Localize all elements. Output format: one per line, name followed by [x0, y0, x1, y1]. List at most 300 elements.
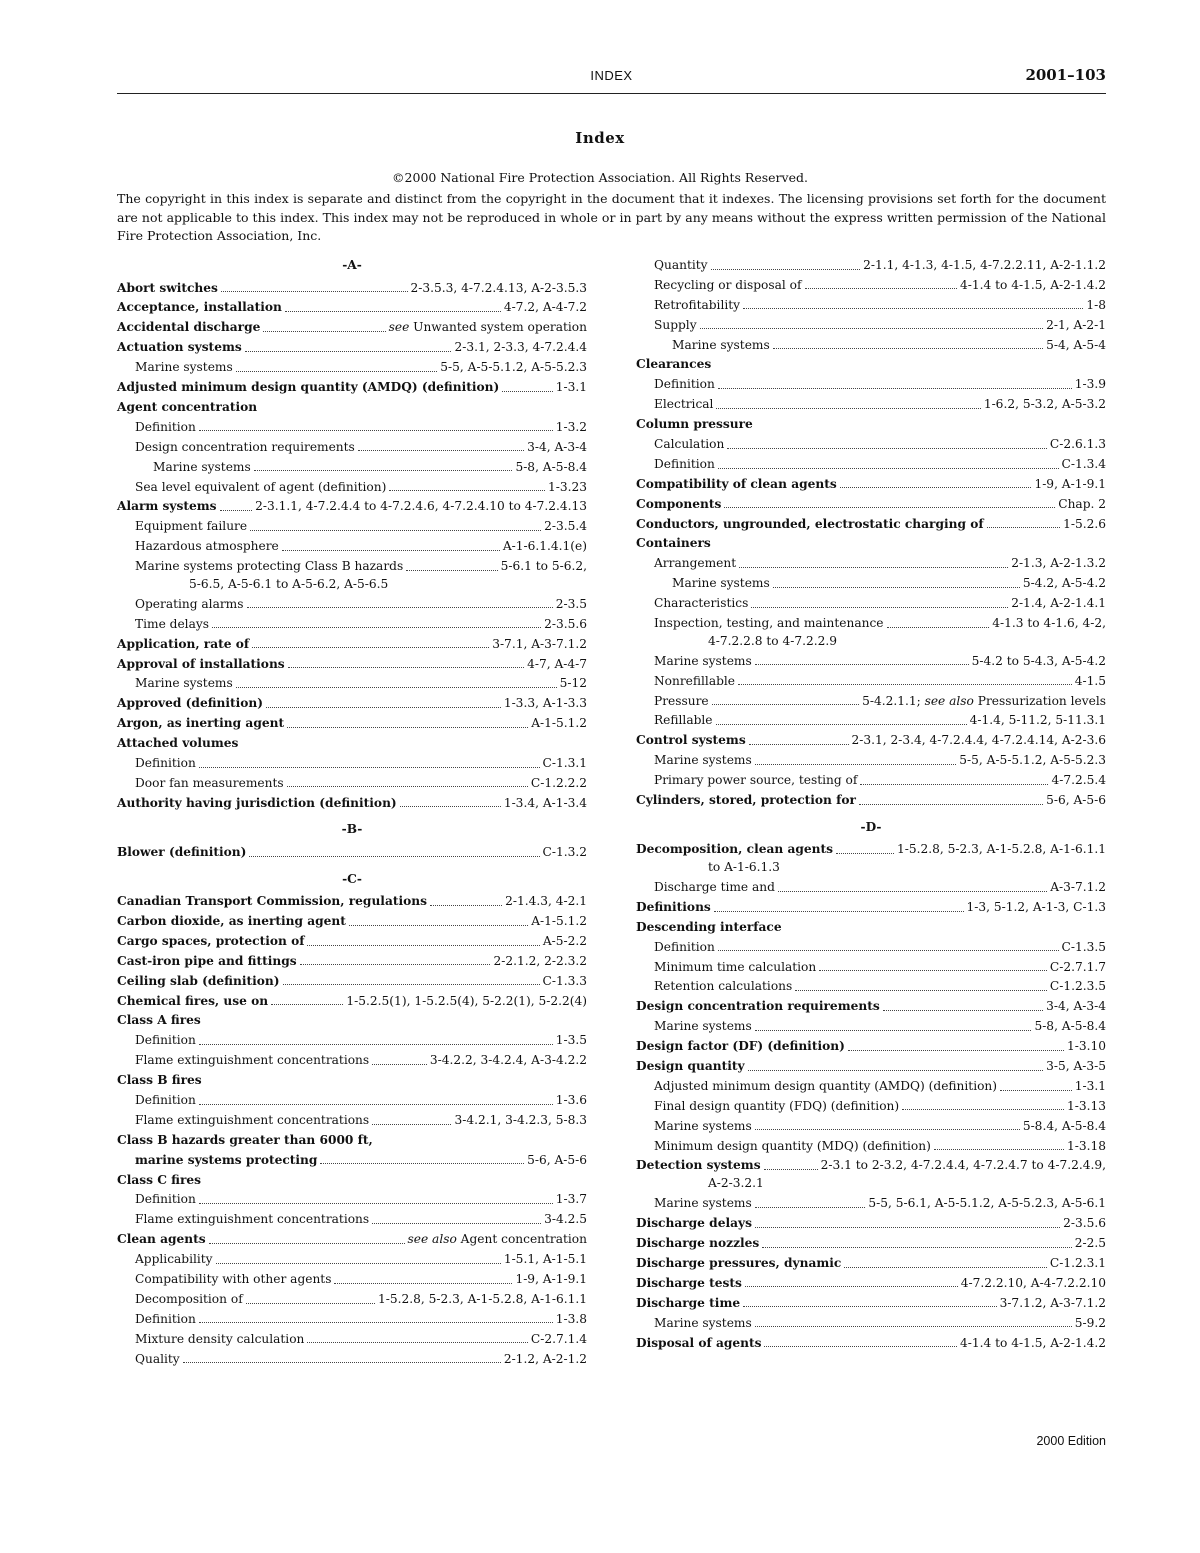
entry-term: Definition: [654, 377, 715, 392]
dot-leader: [199, 1203, 553, 1204]
entry-term: Application, rate of: [117, 636, 250, 651]
entry-reference: 3-7.1.2, A-3-7.1.2: [999, 1295, 1106, 1310]
index-entry: [636, 1138, 1106, 1155]
index-heading: Attached volumes: [117, 736, 239, 751]
dot-leader: [285, 311, 501, 312]
index-entry: [117, 844, 587, 861]
dot-leader: [778, 891, 1047, 892]
entry-reference: 1-3.1: [555, 380, 587, 395]
entry-term: Marine systems: [654, 1019, 752, 1034]
entry-term: Cargo spaces, protection of: [117, 933, 305, 948]
index-entry: [117, 498, 587, 515]
entry-term: Refillable: [654, 713, 713, 728]
dot-leader: [400, 806, 501, 807]
index-entry: [636, 899, 1106, 916]
entry-term: Final design quantity (FDQ) (definition): [654, 1098, 900, 1113]
dot-leader: [718, 388, 1072, 389]
dot-leader: [755, 1129, 1020, 1130]
intro-paragraph: The copyright in this index is separate and distinct from the copyright in the document that it indexes. The licensing provisions set forth for the document are not applicable to this index. This index may not be reproduced in whole or in part by any means without the express written permission of the National Fire Protection Association, Inc.: [117, 191, 1106, 243]
entry-reference: 2-3.1 to 2-3.2, 4-7.2.4.4, 4-7.2.4.7 to 4-7.2.4.9,: [820, 1158, 1106, 1173]
dot-leader: [236, 687, 557, 688]
entry-reference: A-5-2.2: [542, 933, 587, 948]
index-entry: [117, 439, 587, 456]
entry-reference: see Unwanted system operation: [388, 320, 587, 335]
page-number: 2001–103: [1025, 66, 1106, 84]
index-entry: [636, 575, 1106, 592]
entry-term: Discharge delays: [636, 1216, 752, 1231]
entry-reference: 5-6, A-5-6: [527, 1152, 587, 1167]
entry-reference: C-1.3.4: [1061, 456, 1106, 471]
entry-reference: 1-5.2.5(1), 1-5.2.5(4), 5-2.2(1), 5-2.2(4): [346, 993, 587, 1008]
entry-reference: 1-3.5: [555, 1033, 587, 1048]
index-entry: [117, 616, 587, 633]
entry-term: Approval of installations: [117, 656, 285, 671]
index-entry: [117, 419, 587, 436]
entry-reference: 2-3.5.4: [544, 519, 587, 534]
entry-term: marine systems protecting: [135, 1152, 318, 1167]
entry-term: Marine systems: [153, 459, 251, 474]
entry-term: Design concentration requirements: [135, 439, 355, 454]
index-entry: [636, 772, 1106, 789]
entry-reference: 1-3.2: [555, 419, 587, 434]
index-entry: [117, 558, 587, 575]
entry-term: Carbon dioxide, as inerting agent: [117, 914, 346, 929]
entry-term: Sea level equivalent of agent (definition): [135, 479, 387, 494]
entry-reference: 2-1.4, A-2-1.4.1: [1011, 596, 1106, 611]
index-entry: [636, 476, 1106, 493]
dot-leader: [212, 627, 541, 628]
section-letter: -B-: [341, 822, 363, 837]
entry-term: Marine systems: [654, 1118, 752, 1133]
entry-term: Design concentration requirements: [636, 999, 880, 1014]
index-entry: [636, 1118, 1106, 1135]
index-entry: [636, 673, 1106, 690]
dot-leader: [349, 925, 528, 926]
entry-reference: 2-1.3, A-2-1.3.2: [1011, 556, 1106, 571]
entry-reference: 4-1.4, 5-11.2, 5-11.3.1: [969, 713, 1106, 728]
entry-term: Minimum design quantity (MDQ) (definition): [654, 1138, 931, 1153]
index-entry: [636, 277, 1106, 294]
dot-leader: [749, 744, 849, 745]
dot-leader: [307, 945, 539, 946]
header-rule: [117, 93, 1106, 94]
entry-term: Definition: [654, 939, 715, 954]
entry-term: Definition: [135, 419, 196, 434]
dot-leader: [755, 1227, 1060, 1228]
index-heading: Class A fires: [117, 1013, 201, 1028]
entry-reference: 2-2.1.2, 2-2.3.2: [493, 953, 587, 968]
section-letter: -C-: [342, 871, 362, 886]
dot-leader: [840, 487, 1032, 488]
entry-term: Adjusted minimum design quantity (AMDQ) (definition): [654, 1078, 998, 1093]
entry-term: Chemical fires, use on: [117, 993, 269, 1008]
entry-reference: 2-1, A-2-1: [1046, 317, 1106, 332]
dot-leader: [389, 490, 545, 491]
index-entry: [117, 319, 587, 336]
entry-term: Supply: [654, 317, 697, 332]
dot-leader: [718, 468, 1059, 469]
dot-leader: [406, 570, 497, 571]
entry-reference-continued: A-2-3.2.1: [708, 1176, 764, 1191]
index-entry: [117, 795, 587, 812]
entry-reference: 5-8.4, A-5-8.4: [1022, 1118, 1106, 1133]
entry-reference: 4-7, A-4-7: [527, 656, 587, 671]
index-entry: [636, 317, 1106, 334]
entry-term: Design factor (DF) (definition): [636, 1039, 845, 1054]
entry-term: Marine systems: [654, 1315, 752, 1330]
entry-reference: 4-7.2.5.4: [1051, 773, 1106, 788]
dot-leader: [199, 1322, 553, 1323]
index-entry: [117, 1032, 587, 1049]
entry-term: Definition: [135, 1311, 196, 1326]
entry-reference: 5-5, A-5-5.1.2, A-5-5.2.3: [440, 360, 587, 375]
copyright-notice: ©2000 National Fire Protection Association. All Rights Reserved.: [392, 170, 808, 185]
entry-term: Components: [636, 496, 722, 511]
entry-term: Alarm systems: [117, 499, 217, 514]
dot-leader: [859, 804, 1043, 805]
index-entry: [636, 1255, 1106, 1272]
entry-reference: 4-1.5: [1074, 673, 1106, 688]
dot-leader: [249, 856, 539, 857]
dot-leader: [764, 1346, 956, 1347]
entry-reference: 3-4, A-3-4: [527, 439, 587, 454]
dot-leader: [755, 1326, 1072, 1327]
index-entry: [117, 695, 587, 712]
dot-leader: [372, 1064, 427, 1065]
index-entry: [636, 456, 1106, 473]
index-entry: [636, 879, 1106, 896]
entry-reference: 1-3.9: [1074, 377, 1106, 392]
index-entry: [636, 1275, 1106, 1292]
index-entry: [117, 596, 587, 613]
entry-reference: 1-3.23: [547, 479, 587, 494]
index-entry: [636, 653, 1106, 670]
index-entry: [636, 959, 1106, 976]
entry-reference: 1-3.3, A-1-3.3: [503, 696, 587, 711]
dot-leader: [887, 627, 990, 628]
entry-reference: 1-3.18: [1066, 1138, 1106, 1153]
index-entry: [117, 1052, 587, 1069]
index-entry: [117, 636, 587, 653]
index-entry: [117, 775, 587, 792]
entry-term: Flame extinguishment concentrations: [135, 1112, 370, 1127]
dot-leader: [751, 607, 1008, 608]
dot-leader: [199, 767, 540, 768]
entry-reference: 5-5, A-5-5.1.2, A-5-5.2.3: [959, 753, 1106, 768]
entry-reference: 5-12: [559, 676, 587, 691]
dot-leader: [902, 1109, 1064, 1110]
entry-term: Marine systems: [135, 360, 233, 375]
entry-term: Definitions: [636, 899, 711, 914]
index-entry: [636, 396, 1106, 413]
entry-term: Blower (definition): [117, 844, 247, 859]
entry-reference-continued: 5-6.5, A-5-6.1 to A-5-6.2, A-5-6.5: [189, 576, 389, 591]
index-entry: [636, 752, 1106, 769]
entry-reference: 4-7.2.2.10, A-4-7.2.2.10: [960, 1275, 1106, 1290]
dot-leader: [773, 348, 1043, 349]
dot-leader: [358, 450, 524, 451]
entry-reference: 2-3.1, 2-3.3, 4-7.2.4.4: [454, 340, 587, 355]
dot-leader: [209, 1243, 405, 1244]
dot-leader: [711, 269, 861, 270]
entry-term: Inspection, testing, and maintenance: [654, 616, 884, 631]
dot-leader: [334, 1283, 512, 1284]
entry-reference: C-1.2.3.5: [1049, 979, 1106, 994]
index-heading: Class B hazards greater than 6000 ft,: [117, 1132, 373, 1147]
index-entry: [117, 1351, 587, 1368]
dot-leader: [762, 1247, 1071, 1248]
entry-reference: 2-3.1.1, 4-7.2.4.4 to 4-7.2.4.6, 4-7.2.4.10 to 4-7.2.4.13: [255, 499, 587, 514]
index-heading: Containers: [636, 536, 711, 551]
dot-leader: [836, 853, 894, 854]
index-entry: [636, 1295, 1106, 1312]
dot-leader: [250, 530, 541, 531]
entry-term: Definition: [135, 1033, 196, 1048]
entry-reference: 4-1.3 to 4-1.6, 4-2,: [992, 616, 1106, 631]
index-entry: [636, 297, 1106, 314]
entry-term: Minimum time calculation: [654, 959, 817, 974]
entry-reference: 1-9, A-1-9.1: [515, 1272, 587, 1287]
entry-term: Acceptance, installation: [117, 300, 282, 315]
entry-term: Marine systems: [654, 753, 752, 768]
dot-leader: [718, 950, 1059, 951]
dot-leader: [748, 1070, 1044, 1071]
dot-leader: [266, 707, 501, 708]
dot-leader: [738, 684, 1072, 685]
entry-term: Marine systems: [135, 676, 233, 691]
entry-reference: 1-3.6: [555, 1093, 587, 1108]
index-entry: [636, 1235, 1106, 1252]
dot-leader: [773, 587, 1020, 588]
entry-term: Ceiling slab (definition): [117, 973, 280, 988]
index-entry: [117, 953, 587, 970]
index-entry: [117, 1191, 587, 1208]
entry-term: Marine systems protecting Class B hazards: [135, 559, 404, 574]
index-entry: [117, 656, 587, 673]
index-entry: [117, 479, 587, 496]
dot-leader: [724, 507, 1055, 508]
entry-reference: 1-6.2, 5-3.2, A-5-3.2: [983, 397, 1106, 412]
dot-leader: [252, 647, 489, 648]
entry-term: Flame extinguishment concentrations: [135, 1053, 370, 1068]
index-heading: Clearances: [636, 357, 712, 372]
entry-term: Flame extinguishment concentrations: [135, 1212, 370, 1227]
dot-leader: [987, 527, 1060, 528]
entry-reference: 1-8: [1086, 297, 1106, 312]
index-entry: [117, 933, 587, 950]
index-entry: [117, 715, 587, 732]
entry-reference: 5-6.1 to 5-6.2,: [500, 559, 587, 574]
entry-term: Detection systems: [636, 1158, 761, 1173]
entry-reference: 2-3.5: [555, 596, 587, 611]
entry-reference: 5-6, A-5-6: [1046, 793, 1106, 808]
entry-reference: 4-1.4 to 4-1.5, A-2-1.4.2: [959, 277, 1106, 292]
entry-term: Definition: [135, 1192, 196, 1207]
dot-leader: [254, 470, 513, 471]
entry-term: Actuation systems: [117, 340, 242, 355]
entry-term: Arrangement: [654, 556, 737, 571]
index-entry: [117, 280, 587, 297]
entry-reference-continued: 4-7.2.2.8 to 4-7.2.2.9: [708, 633, 838, 648]
entry-term: Discharge time and: [654, 880, 775, 895]
entry-reference: 5-4.2 to 5-4.3, A-5-4.2: [971, 653, 1106, 668]
entry-reference: 2-3.1, 2-3.4, 4-7.2.4.4, 4-7.2.4.14, A-2-3.6: [851, 733, 1106, 748]
entry-term: Marine systems: [672, 576, 770, 591]
entry-term: Primary power source, testing of: [654, 773, 858, 788]
entry-term: Discharge tests: [636, 1275, 742, 1290]
entry-reference: A-1-5.1.2: [531, 716, 587, 731]
index-entry: [636, 516, 1106, 533]
index-entry: [636, 1018, 1106, 1035]
entry-reference: 4-7.2, A-4-7.2: [503, 300, 587, 315]
entry-term: Compatibility with other agents: [135, 1272, 332, 1287]
entry-reference: 1-5.2.8, 5-2.3, A-1-5.2.8, A-1-6.1.1: [378, 1291, 587, 1306]
entry-term: Time delays: [135, 616, 209, 631]
index-entry: [117, 993, 587, 1010]
index-entry: [117, 973, 587, 990]
entry-term: Marine systems: [654, 653, 752, 668]
index-entry: [636, 615, 1106, 632]
index-entry: [636, 732, 1106, 749]
index-entry: [117, 893, 587, 910]
index-column-right: [636, 257, 1106, 1354]
index-entry: [117, 359, 587, 376]
index-entry: [636, 337, 1106, 354]
index-entry: [117, 1231, 587, 1248]
entry-reference: 1-3.8: [555, 1311, 587, 1326]
index-entry: [117, 675, 587, 692]
entry-reference: 1-3.4, A-1-3.4: [503, 795, 587, 810]
section-letter: -A-: [342, 258, 362, 272]
index-entry: [636, 1335, 1106, 1352]
entry-term: Pressure: [654, 693, 709, 708]
index-entry: [117, 1271, 587, 1288]
index-heading: Column pressure: [636, 417, 753, 432]
dot-leader: [283, 984, 540, 985]
dot-leader: [199, 430, 553, 431]
index-entry: [117, 1311, 587, 1328]
entry-reference: 2-3.5.3, 4-7.2.4.13, A-2-3.5.3: [410, 280, 587, 295]
index-entry: [636, 595, 1106, 612]
entry-reference: C-2.6.1.3: [1049, 437, 1106, 452]
dot-leader: [714, 911, 964, 912]
index-entry: [636, 436, 1106, 453]
entry-reference: 1-5.2.6: [1063, 516, 1106, 531]
index-entry: [636, 1195, 1106, 1212]
entry-reference: 3-5, A-3-5: [1046, 1059, 1106, 1074]
entry-term: Accidental discharge: [117, 320, 261, 335]
entry-reference: 5-4, A-5-4: [1046, 337, 1106, 352]
entry-term: Operating alarms: [135, 596, 244, 611]
dot-leader: [183, 1362, 501, 1363]
dot-leader: [716, 724, 967, 725]
dot-leader: [712, 704, 859, 705]
page-title: Index: [575, 129, 625, 147]
entry-reference: 1-3.13: [1066, 1098, 1106, 1113]
index-entry: [117, 1291, 587, 1308]
dot-leader: [199, 1044, 553, 1045]
entry-term: Argon, as inerting agent: [117, 716, 285, 731]
index-entry: [117, 1251, 587, 1268]
dot-leader: [755, 1207, 866, 1208]
dot-leader: [300, 964, 491, 965]
entry-reference: C-1.3.2: [542, 844, 587, 859]
entry-reference: 1-3, 5-1.2, A-1-3, C-1.3: [966, 899, 1106, 914]
entry-reference: 5-4.2, A-5-4.2: [1022, 576, 1106, 591]
dot-leader: [220, 510, 253, 511]
dot-leader: [805, 288, 957, 289]
entry-reference: 3-7.1, A-3-7.1.2: [492, 636, 587, 651]
dot-leader: [430, 905, 502, 906]
index-entry: [117, 459, 587, 476]
entry-term: Characteristics: [654, 596, 749, 611]
dot-leader: [700, 328, 1043, 329]
dot-leader: [743, 308, 1083, 309]
section-letter: -D-: [860, 819, 882, 834]
dot-leader: [199, 1104, 553, 1105]
entry-reference: C-1.2.3.1: [1049, 1255, 1106, 1270]
index-entry: [636, 1215, 1106, 1232]
entry-reference: 3-4.2.1, 3-4.2.3, 5-8.3: [454, 1112, 587, 1127]
index-entry: [636, 257, 1106, 274]
entry-reference: 3-4.2.2, 3-4.2.4, A-3-4.2.2: [429, 1053, 587, 1068]
dot-leader: [795, 990, 1047, 991]
index-entry: [117, 1112, 587, 1129]
entry-reference: 2-2.5: [1074, 1236, 1106, 1251]
dot-leader: [755, 1030, 1032, 1031]
dot-leader: [819, 970, 1047, 971]
entry-reference: 1-3.7: [555, 1192, 587, 1207]
dot-leader: [755, 664, 969, 665]
entry-term: Hazardous atmosphere: [135, 539, 279, 554]
entry-reference: 2-3.5.6: [544, 616, 587, 631]
index-heading: Class C fires: [117, 1172, 202, 1187]
entry-reference: 3-4.2.5: [544, 1212, 587, 1227]
entry-term: Equipment failure: [135, 519, 248, 534]
entry-term: Marine systems: [654, 1196, 752, 1211]
entry-reference: 2-3.5.6: [1063, 1216, 1106, 1231]
entry-reference: 1-9, A-1-9.1: [1034, 476, 1106, 491]
entry-reference: 1-5.2.8, 5-2.3, A-1-5.2.8, A-1-6.1.1: [897, 842, 1106, 857]
entry-term: Recycling or disposal of: [654, 277, 802, 292]
index-entry: [117, 1092, 587, 1109]
index-entry: [636, 712, 1106, 729]
entry-term: Abort switches: [117, 280, 218, 295]
entry-reference: 1-5.1, A-1-5.1: [503, 1252, 587, 1267]
dot-leader: [844, 1267, 1047, 1268]
entry-reference: 5-4.2.1.1; see also Pressurization levels: [862, 693, 1106, 708]
entry-term: Approved (definition): [117, 696, 264, 711]
entry-term: Marine systems: [672, 337, 770, 352]
index-entry: [636, 939, 1106, 956]
index-entry: [636, 496, 1106, 513]
index-entry: [117, 1152, 587, 1169]
entry-reference: C-2.7.1.4: [530, 1331, 587, 1346]
dot-leader: [271, 1004, 343, 1005]
index-entry: [636, 1078, 1106, 1095]
dot-leader: [745, 1286, 958, 1287]
entry-reference: 3-4, A-3-4: [1046, 999, 1106, 1014]
entry-reference: C-1.2.2.2: [530, 775, 587, 790]
index-entry: [636, 1038, 1106, 1055]
entry-term: Discharge time: [636, 1295, 741, 1310]
entry-reference: 2-1.4.3, 4-2.1: [505, 894, 587, 909]
dot-leader: [860, 784, 1048, 785]
index-entry: [636, 998, 1106, 1015]
dot-leader: [716, 408, 980, 409]
entry-reference: C-1.3.3: [542, 973, 587, 988]
entry-reference-continued: to A-1-6.1.3: [708, 860, 780, 875]
